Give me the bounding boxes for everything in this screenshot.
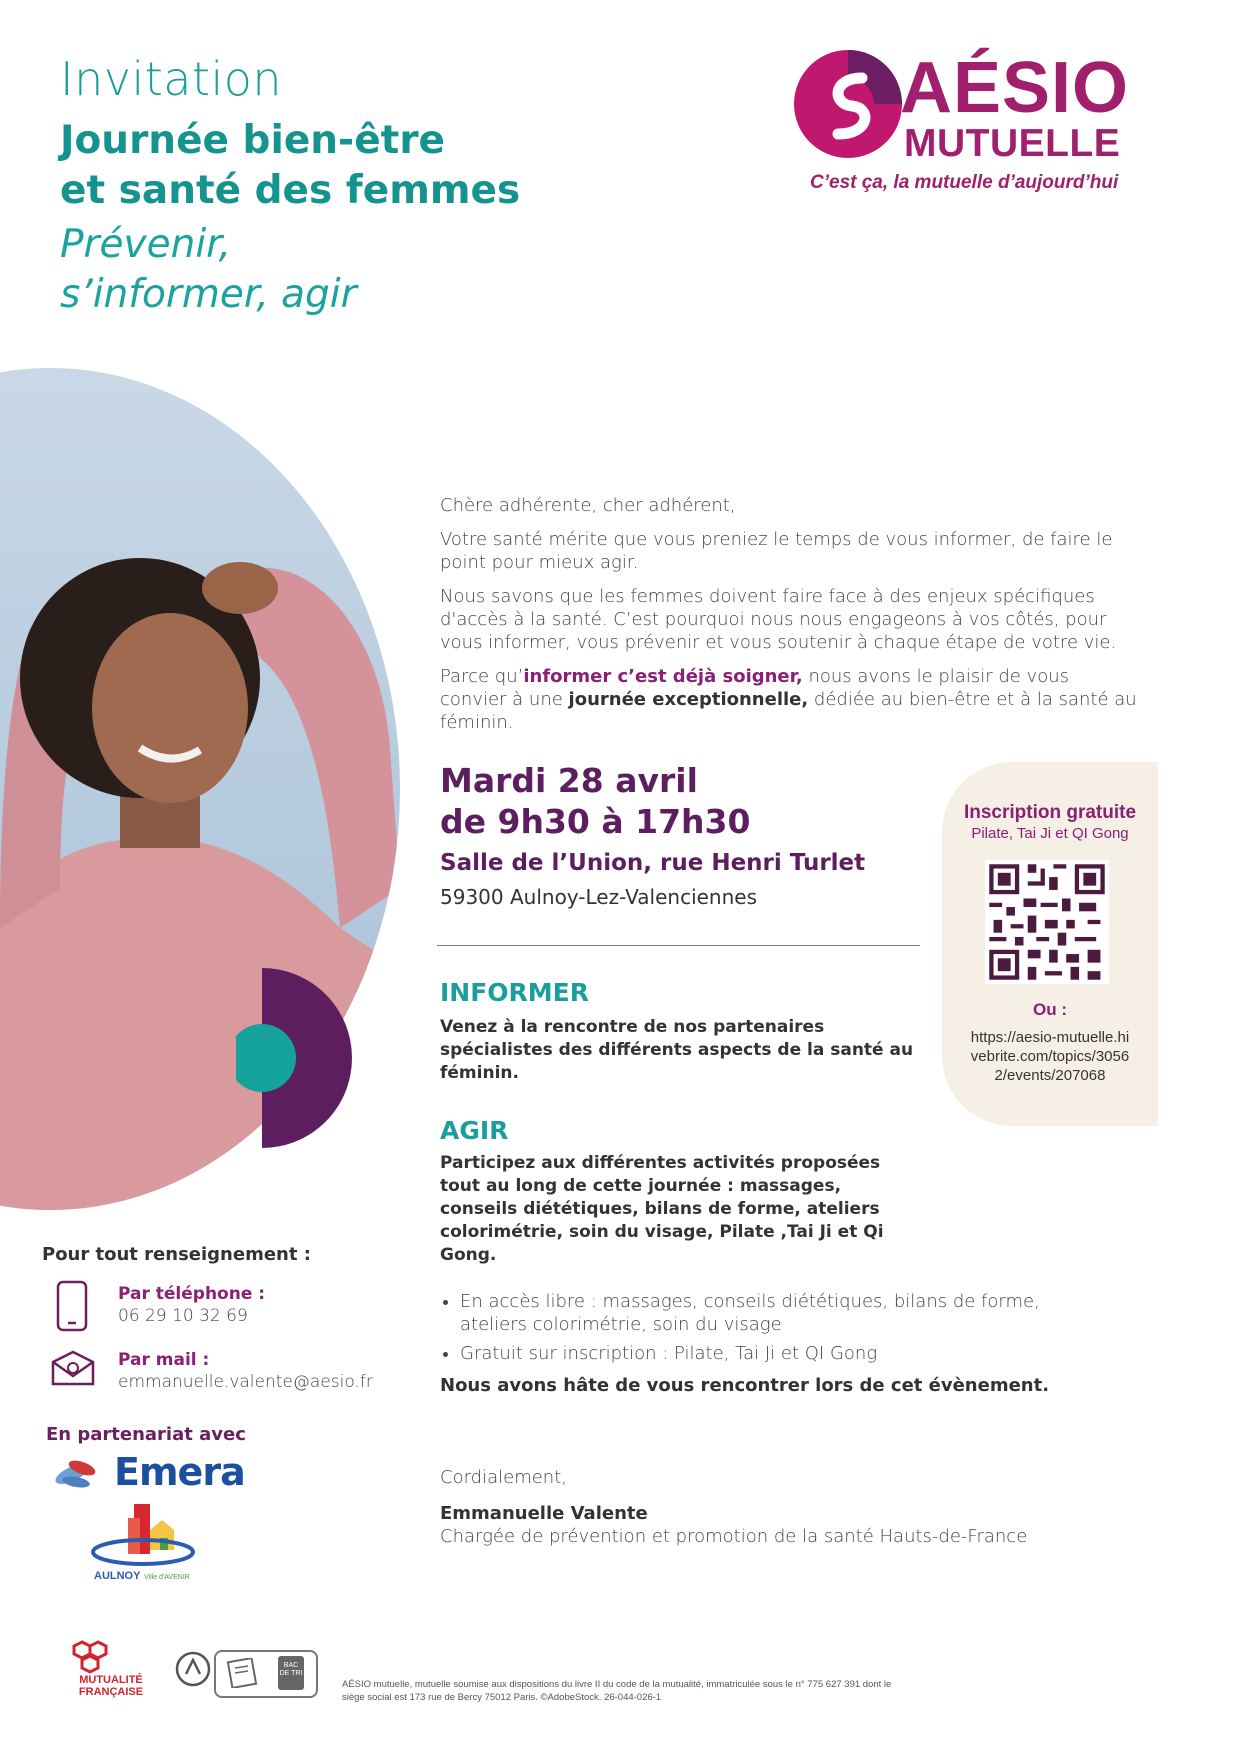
registration-or: Ou :	[1033, 1000, 1067, 1019]
p3-bold: journée exceptionnelle,	[568, 689, 809, 710]
invitation-label: Invitation	[60, 52, 283, 106]
title-line-2: et santé des femmes	[60, 168, 521, 213]
event-address: 59300 Aulnoy-Lez-Valenciennes	[440, 885, 758, 909]
event-venue: Salle de l’Union, rue Henri Turlet	[440, 850, 866, 876]
greeting: Chère adhérente, cher adhérent,	[440, 495, 736, 516]
decorative-shape	[236, 968, 356, 1148]
mutualite-text	[66, 1674, 156, 1698]
triman-icon	[214, 1650, 318, 1698]
paper-icon	[226, 1658, 260, 1688]
aesio-logo-icon	[792, 48, 904, 160]
informer-text: Venez à la rencontre de nos partenaires spécialistes des différents aspects de la santé au féminin.	[440, 1017, 914, 1083]
subtitle-line-2: s’informer, agir	[60, 272, 357, 317]
p3-highlight: informer c’est déjà soigner,	[523, 666, 803, 687]
aulnoy-tagline: Ville d'AVENIR	[144, 1574, 190, 1581]
mutualite-francaise-logo	[66, 1640, 156, 1700]
informer-title: INFORMER	[440, 978, 590, 1007]
bac-tri-label: BAC DE TRI	[279, 1662, 303, 1677]
emera-name: Emera	[114, 1450, 245, 1494]
registration-title: Inscription gratuite	[963, 802, 1137, 823]
phone-icon	[54, 1280, 92, 1332]
aulnoy-logo	[88, 1500, 198, 1588]
mail-label: Par mail :	[118, 1350, 210, 1370]
paragraph-2: Nous savons que les femmes doivent faire face à des enjeux spécifiques d'accès à la santé. C’est pourquoi nous nous engageons à vos côtés, pour vous informer, vous prévenir et vous soutenir à chaque étape de votre vie.	[440, 586, 1117, 653]
paragraph-1: Votre santé mérite que vous preniez le temps de vous informer, de faire le point pour mieux agir.	[440, 529, 1113, 573]
mail-address[interactable]: emmanuelle.valente@aesio.fr	[118, 1372, 373, 1392]
letter-body	[440, 494, 1140, 745]
mutualite-line-2: FRANÇAISE	[78, 1686, 144, 1698]
registration-link[interactable]: https://aesio-mutuelle.hivebrite.com/topics/30562/events/207068	[970, 1029, 1130, 1084]
logo-sub: MUTUELLE	[904, 122, 1121, 165]
closing-line: Nous avons hâte de vous rencontrer lors de cet évènement.	[440, 1375, 1050, 1396]
activities-list	[440, 1290, 1080, 1371]
registration-subtitle: Pilate, Tai Ji et QI Gong	[971, 825, 1129, 842]
emera-flower-icon	[52, 1452, 118, 1496]
phone-label: Par téléphone :	[118, 1284, 266, 1304]
paragraph-3	[440, 665, 1140, 734]
mutualite-hexagon-icon	[70, 1640, 114, 1674]
event-time: de 9h30 à 17h30	[440, 802, 751, 841]
legal-notice: AÉSIO mutuelle, mutuelle soumise aux dispositions du livre II du code de la mutualité, immatriculée sous le n° 775 627 391 dont le siège social est 173 rue de Bercy 75012 Paris. ©AdobeStock. 26-044-026-1	[342, 1679, 892, 1703]
list-item: • Gratuit sur inscription : Pilate, Tai Ji et QI Gong	[460, 1342, 1080, 1365]
mutualite-line-1: MUTUALITÉ	[79, 1674, 143, 1686]
agir-text: Participez aux différentes activités proposées tout au long de cette journée : massages, conseils diététiques, bilans de forme, ateliers colorimétrie, soin du visage, Pilate ,Tai Ji et Qi Gong.	[440, 1153, 884, 1265]
divider	[437, 945, 920, 946]
phone-number[interactable]: 06 29 10 32 69	[118, 1306, 248, 1326]
agir-title: AGIR	[440, 1116, 509, 1145]
event-datetime	[440, 760, 750, 842]
aulnoy-name: AULNOY	[94, 1570, 141, 1582]
logo-tagline: C’est ça, la mutuelle d’aujourd’hui	[810, 172, 1119, 193]
event-date: Mardi 28 avril	[440, 761, 698, 800]
subtitle-line-1: Prévenir,	[60, 222, 232, 267]
signature-name: Emmanuelle Valente	[440, 1503, 648, 1524]
emera-logo	[52, 1450, 245, 1498]
aulnoy-emblem-icon	[88, 1500, 198, 1570]
qr-code[interactable]	[985, 860, 1109, 984]
signature-role: Chargée de prévention et promotion de la santé Hauts-de-France	[440, 1526, 1028, 1547]
p3-part-a: Parce qu’	[440, 666, 524, 687]
page-title	[60, 116, 520, 216]
logo-name: AÉSIO	[900, 48, 1130, 128]
list-item: • En accès libre : massages, conseils diététiques, bilans de forme, ateliers colorimétrie, soin du visage	[460, 1290, 1080, 1336]
mail-icon	[50, 1350, 96, 1386]
p3-part-b: nous avons le plaisir de vous convier à une	[440, 666, 1070, 710]
recycle-icon	[174, 1650, 212, 1688]
contact-heading: Pour tout renseignement :	[42, 1244, 311, 1265]
p3-part-c: dédiée au bien-être et à la santé au féminin.	[440, 689, 1137, 733]
partners-heading: En partenariat avec	[46, 1424, 246, 1445]
title-line-1: Journée bien-être	[60, 118, 446, 163]
salutation: Cordialement,	[440, 1467, 567, 1488]
page-subtitle	[60, 220, 357, 320]
